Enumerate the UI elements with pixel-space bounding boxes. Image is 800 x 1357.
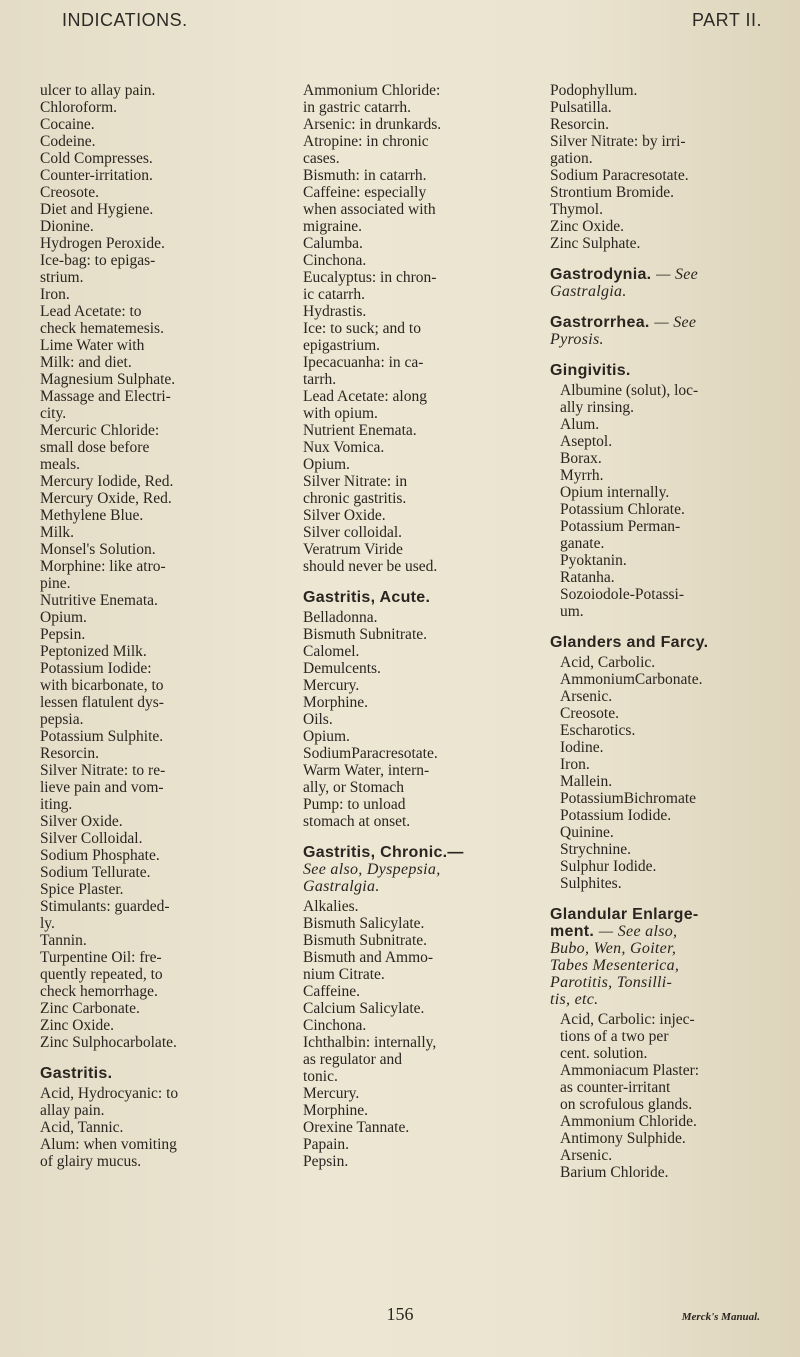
- index-entry: pepsia.: [40, 711, 84, 728]
- index-entry: Sozoiodole-Potassi-: [560, 586, 684, 603]
- index-entry: Ichthalbin: internally,: [303, 1034, 437, 1051]
- index-entry: Nutrient Enemata.: [303, 422, 417, 439]
- index-entry: Resorcin.: [40, 745, 99, 762]
- see-gastrorrhea: — See: [654, 314, 697, 331]
- index-entry: Opium.: [303, 456, 350, 473]
- index-entry: Strontium Bromide.: [550, 184, 674, 201]
- index-entry: Thymol.: [550, 201, 603, 218]
- index-entry: Acid, Hydrocyanic: to: [40, 1085, 179, 1102]
- index-entry: Mercury Iodide, Red.: [40, 473, 174, 490]
- index-entry: Calumba.: [303, 235, 363, 252]
- index-entry: Escharotics.: [560, 722, 636, 739]
- index-entry: Warm Water, intern-: [303, 762, 430, 779]
- index-entry: Bismuth and Ammo-: [303, 949, 434, 966]
- index-entry: Barium Chloride.: [560, 1164, 669, 1181]
- index-entry: ganate.: [560, 535, 605, 552]
- heading-gastrorrhea: [550, 314, 782, 348]
- index-entry: iting.: [40, 796, 73, 813]
- index-entry: Arsenic.: [560, 1147, 613, 1164]
- index-entry: cent. solution.: [560, 1045, 648, 1062]
- index-entry: Cinchona.: [303, 1017, 367, 1034]
- index-entry: Morphine: like atro-: [40, 558, 166, 575]
- index-entry: Myrrh.: [560, 467, 604, 484]
- publisher-mark: Merck's Manual.: [681, 1311, 760, 1323]
- index-entry: Zinc Oxide.: [550, 218, 625, 235]
- index-entry: with opium.: [303, 405, 378, 422]
- index-entry: Silver Nitrate: to re-: [40, 762, 166, 779]
- index-entry: city.: [40, 405, 67, 422]
- index-entry: Dionine.: [40, 218, 94, 235]
- index-entry: Peptonized Milk.: [40, 643, 147, 660]
- index-entry: Quinine.: [560, 824, 614, 841]
- gastritis-chronic-entries: [303, 898, 538, 1170]
- index-entry: PotassiumBichromate: [560, 790, 697, 807]
- see-also-etc: tis, etc.: [550, 991, 599, 1008]
- index-entry: Arsenic.: [560, 688, 613, 705]
- index-entry: Silver Colloidal.: [40, 830, 143, 847]
- index-entry: Ratanha.: [560, 569, 615, 586]
- index-entry: Resorcin.: [550, 116, 609, 133]
- index-entry: Morphine.: [303, 694, 369, 711]
- index-entry: Hydrastis.: [303, 303, 367, 320]
- index-entry: Antimony Sulphide.: [560, 1130, 686, 1147]
- index-entry: Counter-irritation.: [40, 167, 153, 184]
- see-also-glandular: — See also,: [598, 923, 678, 940]
- heading-glanders: Glanders and Farcy.: [550, 634, 709, 651]
- index-entry: Morphine.: [303, 1102, 369, 1119]
- index-entry: Chloroform.: [40, 99, 118, 116]
- running-head-title: INDICATIONS.: [62, 10, 188, 30]
- index-entry: Cinchona.: [303, 252, 367, 269]
- index-entry: Pepsin.: [40, 626, 86, 643]
- heading-gastritis: Gastritis.: [40, 1065, 113, 1082]
- see-pyrosis: Pyrosis.: [550, 331, 604, 348]
- index-entry: Calcium Salicylate.: [303, 1000, 425, 1017]
- see-also-bubo: Bubo, Wen, Goiter,: [550, 940, 677, 957]
- index-entry: when associated with: [303, 201, 436, 218]
- see-also-parotitis: Parotitis, Tonsilli-: [550, 974, 673, 991]
- heading-glandular: [550, 906, 782, 1008]
- see-gastralgia: Gastralgia.: [550, 283, 627, 300]
- index-entry: Opium.: [40, 609, 87, 626]
- index-entry: Sodium Phosphate.: [40, 847, 160, 864]
- running-head-part: PART II.: [691, 10, 762, 30]
- heading-gastrodynia-text: Gastrodynia.: [550, 266, 652, 283]
- index-entry: Albumine (solut), loc-: [560, 382, 699, 399]
- index-entry: tarrh.: [303, 371, 337, 388]
- see-gastrodynia: — See: [656, 266, 699, 283]
- index-entry: lessen flatulent dys-: [40, 694, 164, 711]
- index-entry: Sulphites.: [560, 875, 622, 892]
- index-entry: Caffeine: especially: [303, 184, 427, 201]
- index-entry: as regulator and: [303, 1051, 402, 1068]
- index-entry: Eucalyptus: in chron-: [303, 269, 437, 286]
- index-entry: tonic.: [303, 1068, 338, 1085]
- index-entry: Codeine.: [40, 133, 96, 150]
- index-entry: SodiumParacresotate.: [303, 745, 438, 762]
- see-also-tabes: Tabes Mesenterica,: [550, 957, 680, 974]
- index-entry: pine.: [40, 575, 71, 592]
- index-entry: Strychnine.: [560, 841, 632, 858]
- index-entry: Potassium Iodide:: [40, 660, 152, 677]
- index-entry: ally rinsing.: [560, 399, 635, 416]
- index-entry: Belladonna.: [303, 609, 378, 626]
- index-entry: should never be used.: [303, 558, 438, 575]
- index-entry: Zinc Sulphate.: [550, 235, 641, 252]
- index-entry: Potassium Sulphite.: [40, 728, 164, 745]
- index-entry: Zinc Sulphocarbolate.: [40, 1034, 177, 1051]
- index-entry: Diet and Hygiene.: [40, 201, 154, 218]
- index-entry: Nutritive Enemata.: [40, 592, 158, 609]
- index-entry: Cold Compresses.: [40, 150, 153, 167]
- index-entry: check hematemesis.: [40, 320, 164, 337]
- index-entry: check hemorrhage.: [40, 983, 158, 1000]
- index-entry: Pyoktanin.: [560, 552, 627, 569]
- index-entry: ly.: [40, 915, 55, 932]
- heading-glandular-text: Glandular Enlarge-: [550, 906, 699, 923]
- heading-gingivitis: Gingivitis.: [550, 362, 631, 379]
- index-entry: Acid, Carbolic.: [560, 654, 656, 671]
- index-entry: Mallein.: [560, 773, 613, 790]
- index-entry: Creosote.: [40, 184, 99, 201]
- index-entry: Pepsin.: [303, 1153, 349, 1170]
- index-entry: ally, or Stomach: [303, 779, 405, 796]
- glanders-entries: [550, 654, 782, 892]
- heading-gastritis-chronic-text: Gastritis, Chronic.—: [303, 844, 464, 861]
- glandular-entries: [550, 1011, 782, 1181]
- index-entry: Lime Water with: [40, 337, 145, 354]
- heading-glandular-text2: ment.: [550, 923, 595, 940]
- index-entry: tions of a two per: [560, 1028, 669, 1045]
- index-entry: Caffeine.: [303, 983, 360, 1000]
- see-also-dyspepsia: See also, Dyspepsia,: [303, 861, 441, 878]
- index-entry: Podophyllum.: [550, 82, 638, 99]
- index-entry: Ammonium Chloride.: [560, 1113, 697, 1130]
- index-entry: Massage and Electri-: [40, 388, 171, 405]
- index-entry: Mercuric Chloride:: [40, 422, 160, 439]
- index-entry: migraine.: [303, 218, 362, 235]
- index-entry: with bicarbonate, to: [40, 677, 164, 694]
- column-3: [550, 82, 782, 1181]
- index-entry: Alkalies.: [303, 898, 359, 915]
- heading-gastrodynia: [550, 266, 782, 300]
- index-entry: Silver Oxide.: [40, 813, 123, 830]
- index-entry: Milk.: [40, 524, 75, 541]
- index-entry: AmmoniumCarbonate.: [560, 671, 703, 688]
- index-entry: allay pain.: [40, 1102, 105, 1119]
- index-entry: Iodine.: [560, 739, 604, 756]
- index-entry: stomach at onset.: [303, 813, 411, 830]
- gastritis-acute-entries: [303, 609, 538, 830]
- index-entry: Veratrum Viride: [303, 541, 403, 558]
- index-entry: chronic gastritis.: [303, 490, 407, 507]
- index-entry: Silver colloidal.: [303, 524, 403, 541]
- index-entry: Ice: to suck; and to: [303, 320, 421, 337]
- index-entry: Calomel.: [303, 643, 360, 660]
- index-entry: Methylene Blue.: [40, 507, 144, 524]
- index-entry: Orexine Tannate.: [303, 1119, 410, 1136]
- index-entry: Papain.: [303, 1136, 350, 1153]
- index-entry: in gastric catarrh.: [303, 99, 412, 116]
- index-entry: Bismuth: in catarrh.: [303, 167, 427, 184]
- index-entry: Ipecacuanha: in ca-: [303, 354, 424, 371]
- index-entry: Lead Acetate: along: [303, 388, 427, 405]
- index-entry: um.: [560, 603, 584, 620]
- index-entry: Silver Nitrate: by irri-: [550, 133, 686, 150]
- index-entry: Acid, Carbolic: injec-: [560, 1011, 695, 1028]
- index-entry: Pump: to unload: [303, 796, 406, 813]
- index-entry: Arsenic: in drunkards.: [303, 116, 442, 133]
- index-entry: Sulphur Iodide.: [560, 858, 657, 875]
- index-entry: Alum.: [560, 416, 600, 433]
- index-entry: Iron.: [40, 286, 70, 303]
- index-entry: epigastrium.: [303, 337, 381, 354]
- index-entry: meals.: [40, 456, 81, 473]
- index-entry: Potassium Iodide.: [560, 807, 672, 824]
- index-entry: cases.: [303, 150, 340, 167]
- index-entry: Zinc Carbonate.: [40, 1000, 140, 1017]
- page-number: 156: [386, 1304, 414, 1324]
- index-entry: Oils.: [303, 711, 333, 728]
- index-entry: as counter-irritant: [560, 1079, 671, 1096]
- index-entry: Milk: and diet.: [40, 354, 132, 371]
- index-entry: Alum: when vomiting: [40, 1136, 177, 1153]
- index-entry: gation.: [550, 150, 593, 167]
- index-entry: Stimulants: guarded-: [40, 898, 170, 915]
- index-entry: Tannin.: [40, 932, 87, 949]
- index-entry: on scrofulous glands.: [560, 1096, 693, 1113]
- index-entry: Magnesium Sulphate.: [40, 371, 176, 388]
- index-entry: Atropine: in chronic: [303, 133, 429, 150]
- index-entry: ulcer to allay pain.: [40, 82, 156, 99]
- heading-gastrorrhea-text: Gastrorrhea.: [550, 314, 650, 331]
- index-entry: Silver Nitrate: in: [303, 473, 408, 490]
- gastritis-entries: [40, 1085, 275, 1170]
- heading-gastritis-chronic: [303, 844, 538, 895]
- index-entry: Opium internally.: [560, 484, 670, 501]
- index-entry: Opium.: [303, 728, 350, 745]
- index-entry: Silver Oxide.: [303, 507, 386, 524]
- index-entry: Borax.: [560, 450, 602, 467]
- index-entry: Mercury Oxide, Red.: [40, 490, 172, 507]
- index-entry: Acid, Tannic.: [40, 1119, 124, 1136]
- index-entry: Ice-bag: to epigas-: [40, 252, 156, 269]
- column-2: [303, 82, 538, 1170]
- index-entry: quently repeated, to: [40, 966, 163, 983]
- index-entry: Pulsatilla.: [550, 99, 612, 116]
- index-entry: Mercury.: [303, 677, 360, 694]
- index-entry: Monsel's Solution.: [40, 541, 156, 558]
- column-2-entries: [303, 82, 538, 575]
- index-entry: Bismuth Subnitrate.: [303, 932, 427, 949]
- index-entry: Sodium Tellurate.: [40, 864, 151, 881]
- index-entry: Potassium Chlorate.: [560, 501, 685, 518]
- index-entry: nium Citrate.: [303, 966, 385, 983]
- index-entry: ic catarrh.: [303, 286, 365, 303]
- index-entry: Ammonium Chloride:: [303, 82, 441, 99]
- running-head: [40, 10, 762, 40]
- column-1: [40, 82, 275, 1170]
- index-entry: Creosote.: [560, 705, 619, 722]
- index-entry: lieve pain and vom-: [40, 779, 164, 796]
- heading-gastritis-acute: Gastritis, Acute.: [303, 589, 431, 606]
- index-entry: strium.: [40, 269, 84, 286]
- index-entry: Ammoniacum Plaster:: [560, 1062, 700, 1079]
- index-entry: of glairy mucus.: [40, 1153, 142, 1170]
- index-entry: Hydrogen Peroxide.: [40, 235, 165, 252]
- index-entry: Lead Acetate: to: [40, 303, 142, 320]
- column-1-entries: [40, 82, 275, 1051]
- index-entry: Bismuth Subnitrate.: [303, 626, 427, 643]
- column-3-entries: [550, 82, 782, 252]
- index-entry: Potassium Perman-: [560, 518, 681, 535]
- index-entry: Iron.: [560, 756, 590, 773]
- index-entry: Cocaine.: [40, 116, 95, 133]
- index-entry: Mercury.: [303, 1085, 360, 1102]
- index-entry: small dose before: [40, 439, 150, 456]
- index-entry: Spice Plaster.: [40, 881, 124, 898]
- index-entry: Demulcents.: [303, 660, 381, 677]
- index-entry: Turpentine Oil: fre-: [40, 949, 162, 966]
- index-entry: Zinc Oxide.: [40, 1017, 115, 1034]
- index-entry: Aseptol.: [560, 433, 613, 450]
- index-entry: Bismuth Salicylate.: [303, 915, 425, 932]
- index-entry: Sodium Paracresotate.: [550, 167, 689, 184]
- gingivitis-entries: [550, 382, 782, 620]
- index-entry: Nux Vomica.: [303, 439, 385, 456]
- see-also-gastralgia: Gastralgia.: [303, 878, 380, 895]
